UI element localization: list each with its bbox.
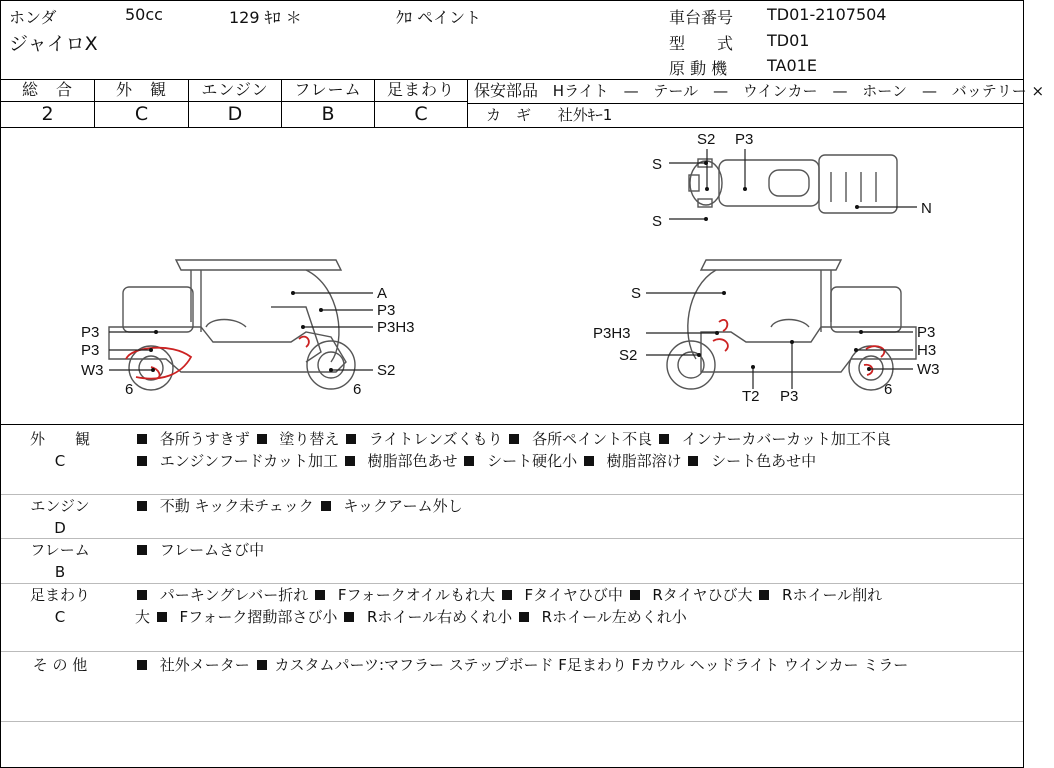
grade-value: C (95, 101, 188, 126)
remarks-category: エンジン (30, 497, 90, 515)
bullet-square-icon (137, 545, 147, 555)
grade-value: B (282, 101, 374, 126)
bullet-square-icon (137, 590, 147, 600)
type-value: TD01 (767, 31, 810, 50)
bullet-square-icon (345, 456, 355, 466)
top-label: S2 (697, 131, 716, 148)
left-label: P3 (81, 342, 100, 359)
callout-dots (149, 161, 871, 372)
remarks-line: 大 Fフォーク摺動部さび小 Rホイール右めくれ小 Rホイール左めくれ小 (135, 608, 687, 626)
left-label: P3 (81, 324, 100, 341)
right-label: P3 (780, 388, 799, 405)
grade-value: 2 (1, 101, 94, 126)
bullet-square-icon (346, 434, 356, 444)
top-view-outline (689, 155, 897, 213)
bullet-square-icon (630, 590, 640, 600)
left-label: 6 (353, 381, 362, 398)
remarks-category: そ の 他 (32, 656, 88, 674)
grade-total (1, 79, 95, 127)
bullet-square-icon (464, 456, 474, 466)
remarks-engine (1, 494, 1023, 539)
right-label: P3H3 (593, 325, 631, 342)
key-value: 社外ｷｰ1 (557, 106, 613, 124)
damage-diagram (1, 127, 1023, 425)
color: ｸﾛ ペイント (396, 8, 482, 27)
bullet-square-icon (321, 501, 331, 511)
grade-frame (282, 79, 375, 127)
bullet-square-icon (688, 456, 698, 466)
safety-item: Hライト — (552, 82, 639, 100)
engine-value: TA01E (767, 56, 817, 75)
right-label: P3 (917, 324, 936, 341)
model-name: ジャイロX (9, 33, 98, 55)
remarks-exterior (1, 424, 1023, 495)
grade-engine (189, 79, 282, 127)
grade-label: フレーム (294, 80, 362, 99)
vehicle-header (1, 1, 1023, 80)
remarks-grade: C (54, 608, 66, 626)
remarks (1, 424, 1023, 767)
remarks-category: 外 観 (29, 430, 90, 448)
remarks-grade: D (54, 519, 66, 537)
remarks-line: エンジンフードカット加工 樹脂部色あせ シート硬化小 樹脂部溶け シート色あせ中 (135, 450, 1015, 472)
bullet-square-icon (257, 434, 267, 444)
grade-value: D (189, 101, 281, 126)
bullet-square-icon (137, 434, 147, 444)
left-label: S2 (377, 362, 396, 379)
bullet-square-icon (759, 590, 769, 600)
bullet-square-icon (502, 590, 512, 600)
remarks-category: 足まわり (29, 586, 90, 604)
safety-item: ウインカー — (742, 82, 848, 100)
bullet-square-icon (257, 660, 267, 670)
grade-value: C (375, 101, 467, 126)
left-label: P3H3 (377, 319, 415, 336)
grade-suspension (375, 79, 468, 127)
right-label: T2 (742, 388, 760, 405)
mileage-code: 129 ｷﾛ ＊ (229, 8, 302, 27)
remarks-suspension (1, 583, 1023, 652)
safety-item: バッテリー × (951, 82, 1045, 100)
top-label: N (921, 200, 932, 217)
bullet-square-icon (509, 434, 519, 444)
remarks-line: パーキングレバー折れ Fフォークオイルもれ大 Fタイヤひび中 Rタイヤひび大 Rホイール削れ (135, 584, 1015, 606)
remarks-line: フレームさび中 (135, 539, 1015, 561)
maker: ホンダ (9, 8, 57, 27)
bullet-square-icon (519, 612, 529, 622)
scooter-diagram (1, 127, 1023, 424)
bullet-square-icon (137, 456, 147, 466)
right-label: S2 (619, 347, 638, 364)
remarks-frame (1, 538, 1023, 584)
bullet-square-icon (157, 612, 167, 622)
top-label: P3 (735, 131, 754, 148)
remarks-line: 各所うすきず 塗り替え ライトレンズくもり 各所ペイント不良 インナーカバーカット加工不良 (135, 428, 1015, 450)
remarks-line: 社外メーター カスタムパーツ:マフラー ステップボード F足まわり Fカウル ヘッドライト ウインカー ミラー (135, 654, 1015, 676)
grade-row (1, 79, 1045, 128)
bullet-square-icon (659, 434, 669, 444)
bullet-square-icon (137, 660, 147, 670)
remarks-category: フレーム (30, 541, 90, 559)
top-label: S (652, 213, 663, 230)
grade-label: 総 合 (21, 80, 73, 99)
left-label: 6 (125, 381, 134, 398)
frame-number: TD01-2107504 (767, 5, 887, 24)
remarks-grade: C (54, 452, 66, 470)
bullet-square-icon (584, 456, 594, 466)
top-label: S (652, 156, 663, 173)
left-label: P3 (377, 302, 396, 319)
right-label: S (631, 285, 642, 302)
right-label: H3 (917, 342, 937, 359)
left-label: A (377, 285, 388, 302)
left-label: W3 (81, 362, 104, 379)
safety-parts (468, 79, 1045, 127)
safety-item: ホーン — (862, 82, 937, 100)
bullet-square-icon (315, 590, 325, 600)
type-label: 型 式 (669, 34, 734, 53)
grade-label: 足まわり (386, 80, 455, 99)
remarks-grade: B (54, 563, 66, 581)
frame-number-label: 車台番号 (669, 8, 734, 27)
displacement: 50cc (125, 5, 163, 24)
engine-label: 原 動 機 (669, 59, 728, 78)
callout-lines (109, 149, 917, 389)
bullet-square-icon (137, 501, 147, 511)
bullet-square-icon (344, 612, 354, 622)
grade-exterior (95, 79, 189, 127)
safety-item: テール — (653, 82, 729, 100)
grade-label: エンジン (201, 80, 269, 99)
grade-label: 外 観 (115, 80, 167, 99)
remarks-other (1, 651, 1023, 722)
right-label: 6 (884, 381, 893, 398)
safety-label: 保安部品 (474, 81, 539, 100)
key-label: カ ギ (486, 106, 532, 124)
right-label: W3 (917, 361, 940, 378)
remarks-line: 不動 キック未チェック キックアーム外し (135, 495, 1015, 517)
damage-marks (126, 320, 884, 379)
